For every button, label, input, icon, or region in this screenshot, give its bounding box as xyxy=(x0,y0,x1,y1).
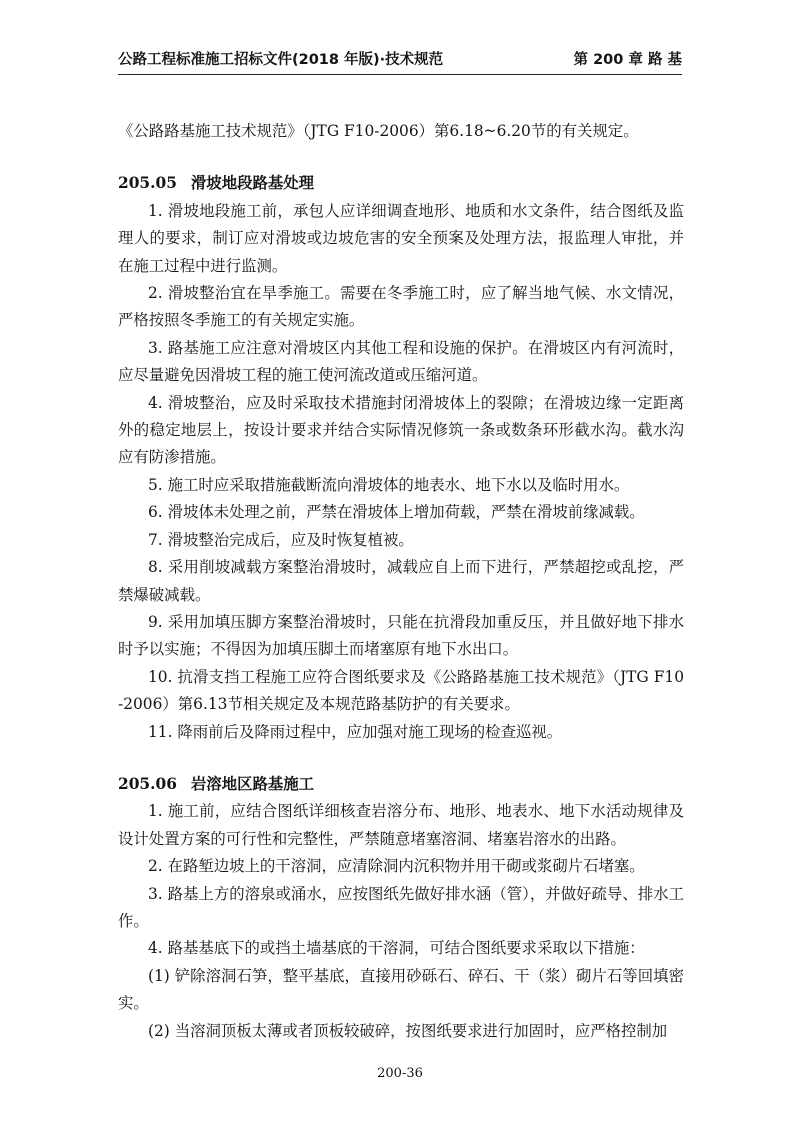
list-item: 8. 采用削坡减载方案整治滑坡时，减载应自上而下进行，严禁超挖或乱挖，严禁爆破减载。 xyxy=(118,558,684,604)
running-header xyxy=(118,44,682,75)
list-item: 2. 在路堑边坡上的干溶洞，应清除洞内沉积物并用干砌或浆砌片石堵塞。 xyxy=(148,857,645,876)
header-document-title: 公路工程标准施工招标文件(2018 年版)·技术规范 xyxy=(118,52,444,68)
section-number: 205.06 xyxy=(118,774,177,793)
list-item: (2) 当溶洞顶板太薄或者顶板较破碎，按图纸要求进行加固时，应严格控制加 xyxy=(148,1021,668,1040)
section-heading-205-06 xyxy=(118,771,684,798)
list-item: 4. 滑坡整治，应及时采取技术措施封闭滑坡体上的裂隙；在滑坡边缘一定距离外的稳定地层上，按设计要求并结合实际情况修筑一条或数条环形截水沟。截水沟应有防渗措施。 xyxy=(118,393,684,467)
list-item: 6. 滑坡体未处理之前，严禁在滑坡体上增加荷载，严禁在滑坡前缘减载。 xyxy=(148,503,645,522)
list-item: 5. 施工时应采取措施截断流向滑坡体的地表水、地下水以及临时用水。 xyxy=(148,475,630,494)
list-item: 7. 滑坡整治完成后，应及时恢复植被。 xyxy=(148,530,414,549)
body-text xyxy=(118,118,684,1045)
list-item: 11. 降雨前后及降雨过程中，应加强对施工现场的检查巡视。 xyxy=(148,722,563,741)
list-item: 9. 采用加填压脚方案整治滑坡时，只能在抗滑段加重反压，并且做好地下排水时予以实施；不得因为加填压脚土而堵塞原有地下水出口。 xyxy=(118,612,684,659)
list-item: 3. 路基上方的溶泉或涌水，应按图纸先做好排水涵（管），并做好疏导、排水工作。 xyxy=(118,884,684,930)
page-number: 200-36 xyxy=(377,1066,423,1081)
section-title: 滑坡地段路基处理 xyxy=(190,174,315,193)
list-item: 2. 滑坡整治宜在旱季施工。需要在冬季施工时，应了解当地气候、水文情况，严格按照冬季施工的有关规定实施。 xyxy=(118,284,684,330)
list-item: 3. 路基施工应注意对滑坡区内其他工程和设施的保护。在滑坡区内有河流时，应尽量避免因滑坡工程的施工使河流改道或压缩河道。 xyxy=(118,338,684,385)
section-number: 205.05 xyxy=(118,174,177,193)
header-chapter-title: 第 200 章 路 基 xyxy=(573,52,682,68)
list-item: 1. 施工前，应结合图纸详细核查岩溶分布、地形、地表水、地下水活动规律及设计处置方案的可行性和完整性，严禁随意堵塞溶洞、堵塞岩溶水的出路。 xyxy=(118,802,684,848)
intro-paragraph: 《公路路基施工技术规范》（JTG F10-2006）第6.18~6.20节的有关规定。 xyxy=(118,122,639,140)
list-item: 1. 滑坡地段施工前，承包人应详细调查地形、地质和水文条件，结合图纸及监理人的要求，制订应对滑坡或边坡危害的安全预案及处理方法，报监理人审批，并在施工过程中进行监测。 xyxy=(118,201,684,275)
section-heading-205-05 xyxy=(118,170,684,197)
list-item: 10. 抗滑支挡工程施工应符合图纸要求及《公路路基施工技术规范》（JTG F10-2006）第6.13节相关规定及本规范路基防护的有关要求。 xyxy=(118,667,684,714)
list-item: (1) 铲除溶洞石笋，整平基底，直接用砂砾石、碎石、干（浆）砌片石等回填密实。 xyxy=(118,966,684,1013)
list-item: 4. 路基基底下的或挡土墙基底的干溶洞，可结合图纸要求采取以下措施： xyxy=(148,939,645,958)
section-title: 岩溶地区路基施工 xyxy=(190,774,315,793)
